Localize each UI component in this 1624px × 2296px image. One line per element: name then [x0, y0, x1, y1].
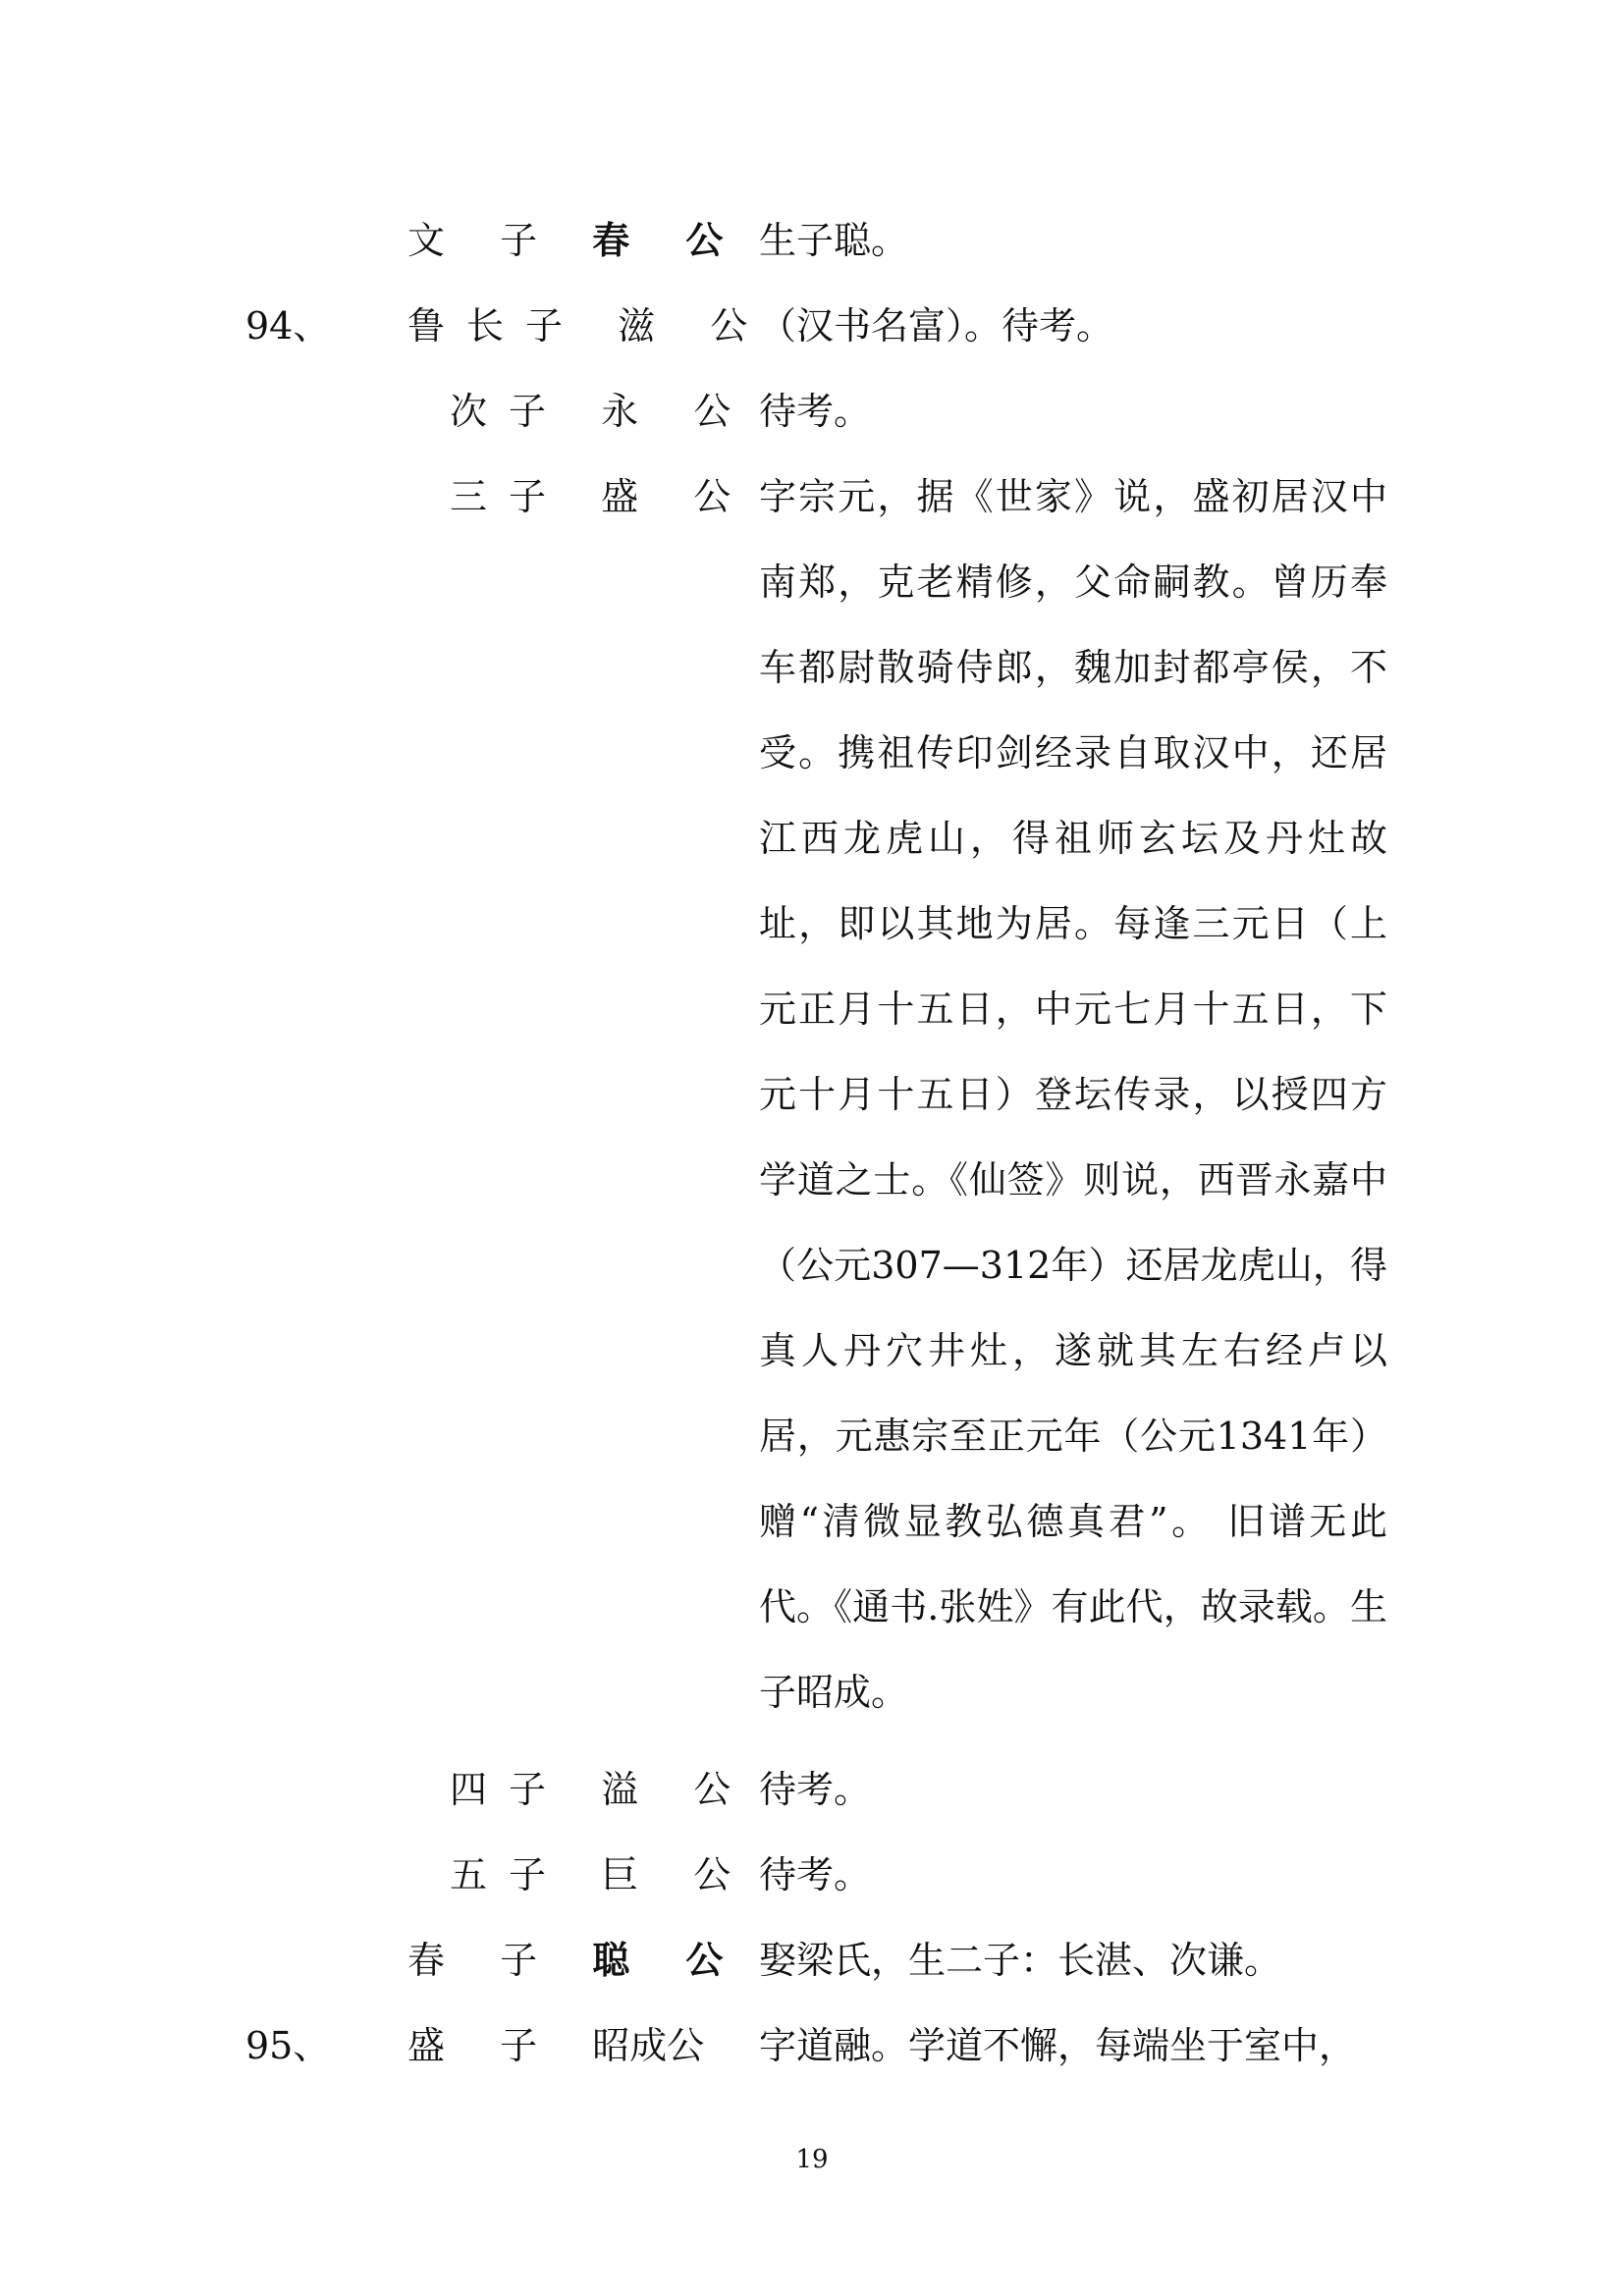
- person-relation-name: [450, 1760, 752, 1819]
- person-name: 昭成公: [592, 2024, 705, 2067]
- page-number: 19: [795, 2145, 829, 2174]
- entry-description: （汉书名富）。待考。: [759, 304, 1114, 347]
- relation-label: 四子: [450, 1768, 568, 1811]
- entry-description: 待考。: [759, 1853, 872, 1896]
- genealogy-entry-ju: [0, 1845, 1624, 1904]
- entry-description: 字道融。学道不懈，每端坐于室中，: [759, 2024, 1357, 2067]
- person-name: 聪 公: [592, 1938, 745, 1982]
- relation-label: 盛 子: [407, 2024, 560, 2067]
- generation-number: 95、: [245, 2024, 331, 2067]
- entry-description: 生子聪。: [759, 219, 909, 262]
- entry-description: 娶梁氏，生二子：长湛、次谦。: [759, 1939, 1282, 1982]
- relation-label: 鲁长子: [407, 304, 585, 347]
- genealogy-entry-zhaocheng: [0, 2016, 1624, 2075]
- genealogy-entry-cong: [0, 1931, 1624, 1990]
- person-relation-name: [407, 1931, 744, 1990]
- person-relation-name: [407, 211, 744, 270]
- entry-description: 待考。: [759, 1768, 872, 1811]
- generation-number: 94、: [245, 304, 331, 347]
- relation-label: 文 子: [407, 219, 560, 262]
- person-relation-name: [450, 1845, 752, 1904]
- genealogy-entry-chun: [0, 211, 1624, 270]
- person-name: 溢 公: [601, 1768, 753, 1811]
- relation-label: 次子: [450, 390, 568, 433]
- relation-label: 五子: [450, 1853, 568, 1896]
- genealogy-entry-zi: [0, 296, 1624, 355]
- entry-description: 待考。: [759, 390, 872, 433]
- person-name: 巨 公: [601, 1853, 753, 1896]
- person-name: 永 公: [601, 390, 753, 433]
- person-relation-name: [407, 2016, 704, 2075]
- person-relation-name: [407, 296, 769, 355]
- person-relation-name: [450, 467, 752, 526]
- genealogy-entry-sheng: [0, 467, 1624, 1724]
- relation-label: 三子: [450, 475, 568, 518]
- person-name: 盛 公: [601, 475, 753, 518]
- genealogy-entry-yi: [0, 1760, 1624, 1819]
- genealogy-entry-yong: [0, 382, 1624, 441]
- entry-description: 字宗元，据《世家》说，盛初居汉中南郑，克老精修，父命嗣教。曾历奉车都尉散骑侍郎，魏加封都亭侯，不受。携祖传印剑经录自取汉中，还居江西龙虎山，得祖师玄坛及丹灶故址，即以其地为居。每逢三元日（上元正月十五日，中元七月十五日，下元十月十五日）登坛传录，以授四方学道之士。《仙签》则说，西晋永嘉中（公元307—312年）还居龙虎山，得真人丹穴井灶，遂就其左右经卢以居，元惠宗至正元年（公元1341年）赠“清微显教弘德真君”。 旧谱无此代。《通书.张姓》有此代，故录载。生子昭成。: [759, 475, 1387, 1714]
- person-relation-name: [450, 382, 752, 441]
- relation-label: 春 子: [407, 1939, 560, 1982]
- person-name: 滋 公: [618, 304, 770, 347]
- person-name: 春 公: [592, 218, 745, 262]
